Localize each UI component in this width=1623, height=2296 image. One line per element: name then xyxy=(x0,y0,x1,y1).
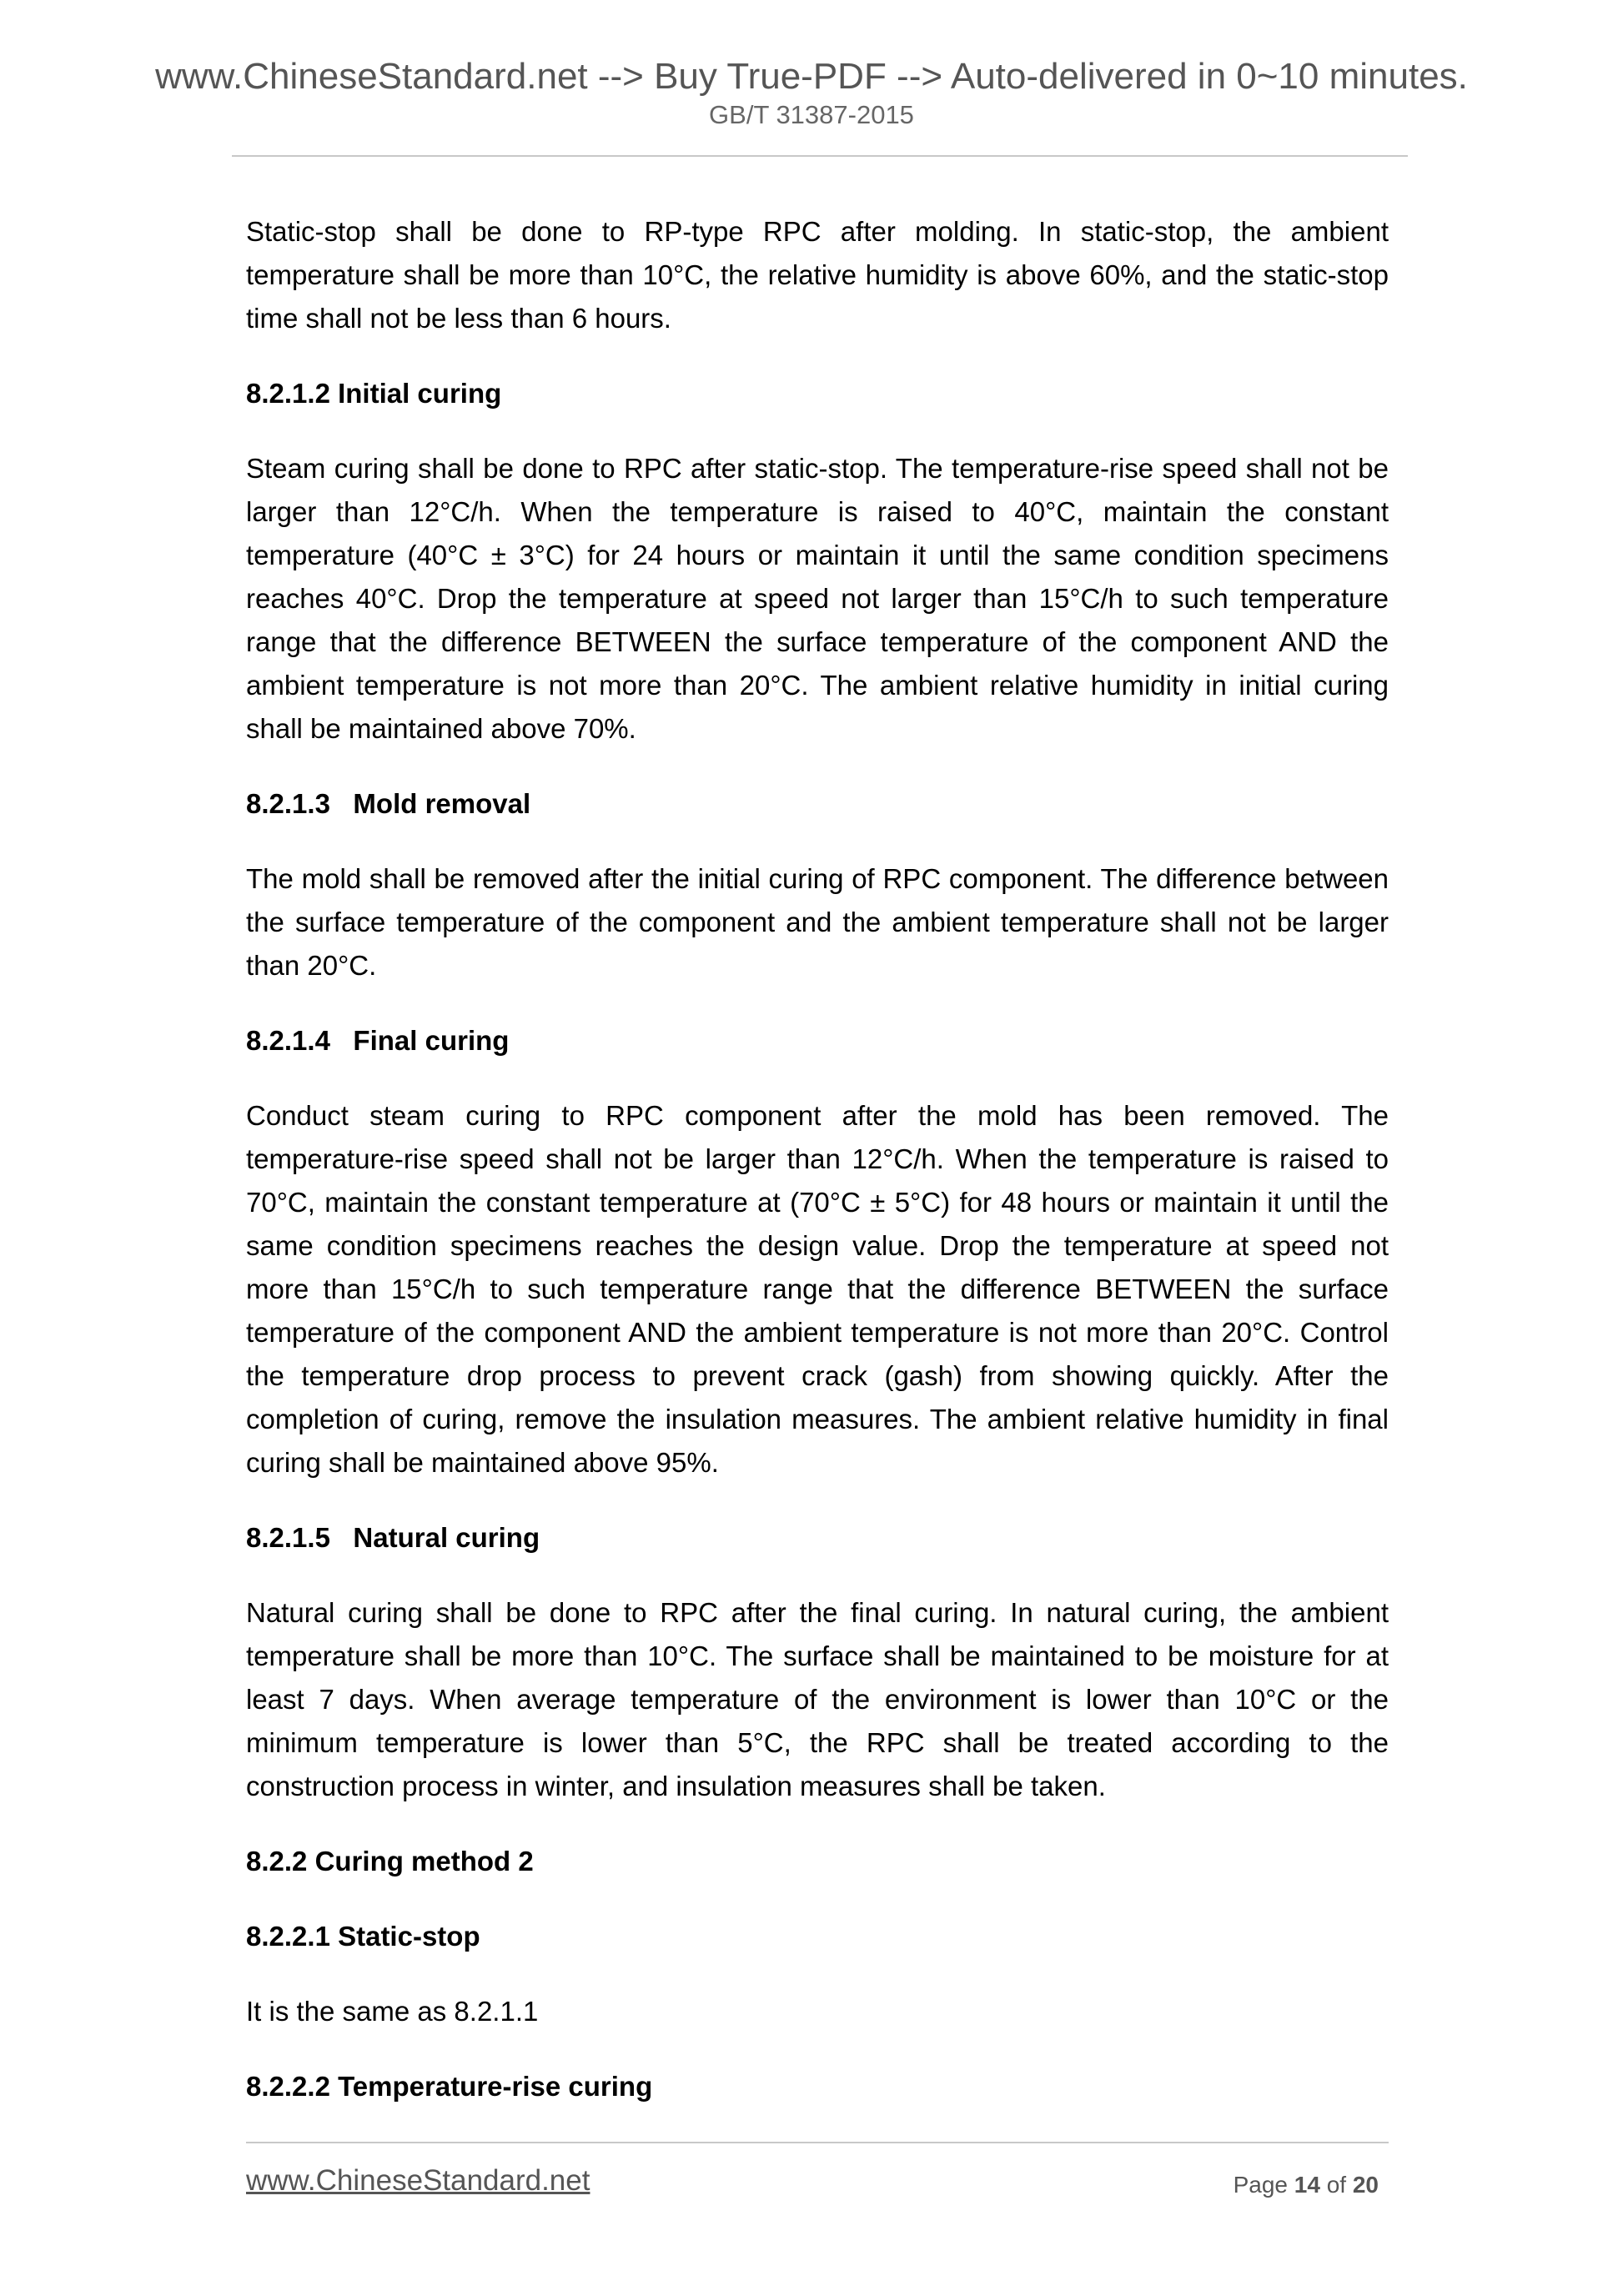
heading-8-2-2-1: 8.2.2.1 Static-stop xyxy=(246,1921,480,1952)
heading-8-2-1-2: 8.2.1.2 Initial curing xyxy=(246,378,502,409)
paragraph-same-as: It is the same as 8.2.1.1 xyxy=(246,1996,539,2027)
heading-8-2-1-5: 8.2.1.5 Natural curing xyxy=(246,1522,540,1553)
standard-number: GB/T 31387-2015 xyxy=(709,100,914,129)
paragraph-initial-curing: Steam curing shall be done to RPC after static-stop. The temperature-rise speed shall not be larger than 12°C/h. When the temperature is raised to 40°C, maintain the constant temperature (40°C ± 3°C) for 24 hours or maintain it until the same condition specimens reaches 40°C. Drop the temperature at speed not larger than 15°C/h to such temperature range that the difference BETWEEN the surface temperature of the component AND the ambient temperature is not more than 20°C. The ambient relative humidity in initial curing shall be maintained above 70%. xyxy=(246,453,1389,744)
footer-site-link[interactable]: www.ChineseStandard.net xyxy=(246,2164,590,2197)
paragraph-final-curing: Conduct steam curing to RPC component after the mold has been removed. The temperature-rise speed shall not be larger than 12°C/h. When the temperature is raised to 70°C, maintain the constant temperature at (70°C ± 5°C) for 48 hours or maintain it until the same condition specimens reaches the design value. Drop the temperature at speed not more than 15°C/h to such temperature range that the difference BETWEEN the surface temperature of the component AND the ambient temperature is not more than 20°C. Control the temperature drop process to prevent crack (gash) from showing quickly. After the completion of curing, remove the insulation measures. The ambient relative humidity in final curing shall be maintained above 95%. xyxy=(246,1100,1389,1478)
page-total: 20 xyxy=(1352,2172,1379,2198)
document-body xyxy=(246,210,1389,2108)
heading-8-2-2-2: 8.2.2.2 Temperature-rise curing xyxy=(246,2071,653,2102)
paragraph-static-stop: Static-stop shall be done to RP-type RPC after molding. In static-stop, the ambient temperature shall be more than 10°C, the relative humidity is above 60%, and the static-stop time shall not be less than 6 hours. xyxy=(246,216,1389,334)
heading-8-2-1-4: 8.2.1.4 Final curing xyxy=(246,1025,510,1056)
heading-8-2-2: 8.2.2 Curing method 2 xyxy=(246,1846,534,1876)
header-divider xyxy=(232,155,1408,157)
page-of: of xyxy=(1326,2172,1347,2198)
page-current: 14 xyxy=(1294,2172,1320,2198)
heading-8-2-1-3: 8.2.1.3 Mold removal xyxy=(246,788,531,819)
paragraph-mold-removal: The mold shall be removed after the initial curing of RPC component. The difference between the surface temperature of the component and the ambient temperature shall not be larger than 20°C. xyxy=(246,863,1389,981)
footer-divider xyxy=(246,2142,1389,2143)
header-banner[interactable]: www.ChineseStandard.net --> Buy True-PDF --> Auto-delivered in 0~10 minutes. xyxy=(155,56,1468,97)
paragraph-natural-curing: Natural curing shall be done to RPC after the final curing. In natural curing, the ambient temperature shall be more than 10°C. The surface shall be maintained to be moisture for at least 7 days. When average temperature of the environment is lower than 10°C or the minimum temperature is lower than 5°C, the RPC shall be treated according to the construction process in winter, and insulation measures shall be taken. xyxy=(246,1597,1389,1801)
page-indicator xyxy=(1234,2171,1379,2199)
page-word: Page xyxy=(1233,2172,1288,2198)
